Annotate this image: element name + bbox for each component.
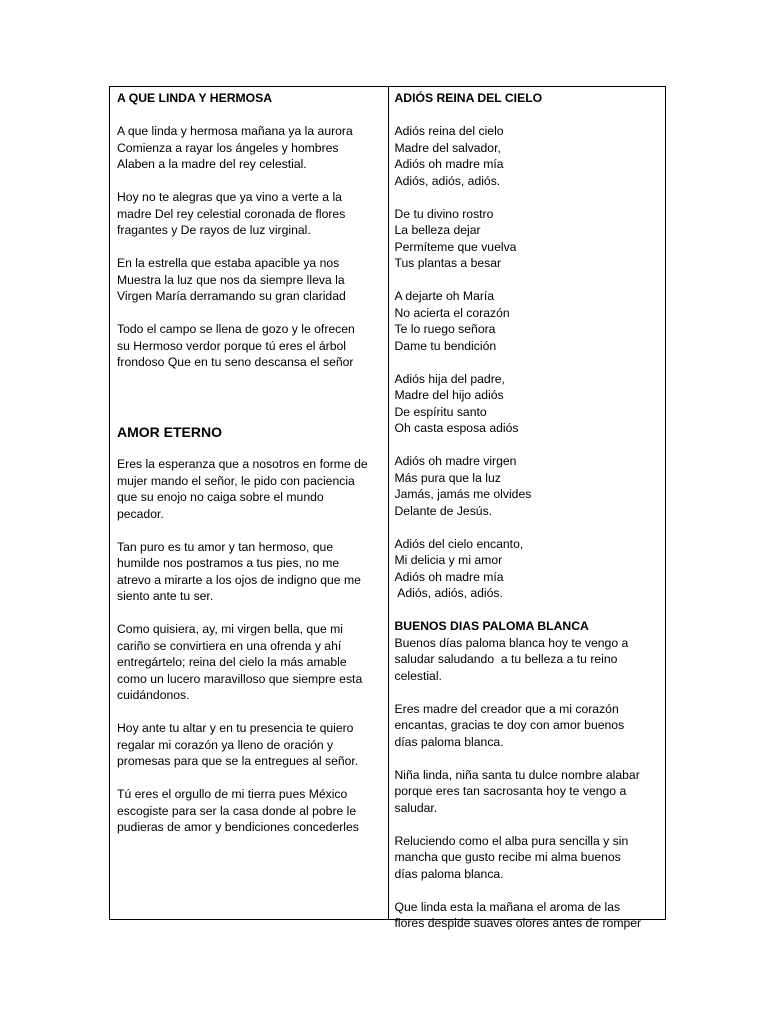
lyric-line: Adiós, adiós, adiós. <box>394 173 501 188</box>
lyric-line: Niña linda, niña santa tu dulce nombre alabar <box>394 767 640 782</box>
lyric-line: Delante de Jesús. <box>394 503 493 518</box>
lyric-line: humilde nos postramos a tus pies, no me <box>117 556 340 570</box>
lyric-line: frondoso Que en tu seno descansa el señor <box>117 355 354 369</box>
lyric-line: Adiós hija del padre, <box>394 371 505 386</box>
lyric-line: Hoy ante tu altar y en tu presencia te quiero <box>117 721 354 735</box>
stanza <box>395 767 660 817</box>
lyric-line: entregártelo; reina del cielo la más amable <box>117 655 347 669</box>
lyric-line: porque eres tan sacrosanta hoy te vengo a <box>394 784 627 798</box>
lyric-line: A dejarte oh María <box>394 289 495 303</box>
lyrics-table <box>109 86 666 930</box>
lyric-line: mancha que gusto recibe mi alma buenos <box>394 850 621 864</box>
lyric-line: cuidándonos. <box>117 688 190 702</box>
stanza <box>395 288 660 354</box>
stanza <box>395 206 660 272</box>
stanza <box>117 621 382 704</box>
lyric-line: como un lucero maravilloso que siempre esta <box>117 671 363 686</box>
lyric-line: días paloma blanca. <box>394 866 504 881</box>
stanza <box>117 539 382 605</box>
lyric-line: escogiste para ser la casa donde al pobre le <box>117 803 357 818</box>
lyric-line: madre Del rey celestial coronada de flores <box>117 206 346 221</box>
lyric-line: Madre del hijo adiós <box>394 388 504 402</box>
lyric-line: cariño se convirtiera en una ofrenda y ahí <box>117 638 342 653</box>
lyric-line: mujer mando el señor, le pido con paciencia <box>117 473 355 488</box>
lyric-line: Hoy no te alegras que ya vino a verte a la <box>117 190 342 204</box>
lyric-line: pecador. <box>117 506 164 521</box>
lyric-line: pudieras de amor y bendiciones concederles <box>117 820 359 834</box>
lyric-line: Eres madre del creador que a mi corazón <box>394 701 619 716</box>
stanza <box>117 123 382 173</box>
lyric-line: Muestra la luz que nos da siempre lleva la <box>117 272 345 287</box>
lyric-line: atrevo a mirarte a los ojos de indigno que me <box>117 572 361 587</box>
right-column <box>389 87 666 930</box>
lyric-line: regalar mi corazón ya lleno de oración y <box>117 737 334 752</box>
lyric-line: De tu divino rostro <box>394 206 494 221</box>
lyric-line: La belleza dejar <box>394 223 481 237</box>
lyric-line: Comienza a rayar los ángeles y hombres <box>117 140 339 155</box>
lyric-line: Eres la esperanza que a nosotros en forme de <box>117 457 368 471</box>
lyric-line: promesas para que se la entregues al señor. <box>117 754 359 768</box>
lyric-line: Tus plantas a besar <box>394 256 502 270</box>
stanza <box>117 255 382 305</box>
lyric-line: Adiós reina del cielo <box>394 124 504 138</box>
stanza <box>395 701 660 751</box>
song-title: A QUE LINDA Y HERMOSA <box>117 91 273 105</box>
stanza <box>395 833 660 883</box>
lyric-line: Como quisiera, ay, mi virgen bella, que mi <box>117 622 344 636</box>
stanza <box>117 720 382 770</box>
lyric-line: Te lo ruego señora <box>394 322 496 336</box>
lyric-line: Adiós, adiós, adiós. <box>394 586 503 600</box>
lyric-line: No acierta el corazón <box>394 305 510 320</box>
stanza <box>395 899 660 932</box>
lyric-line: Jamás, jamás me olvides <box>394 487 532 501</box>
song-title: BUENOS DIAS PALOMA BLANCA <box>394 619 589 633</box>
stanza <box>395 371 660 437</box>
lyric-line: saludar. <box>394 800 438 815</box>
lyric-line: Reluciendo como el alba pura sencilla y sin <box>394 833 629 848</box>
lyric-line: Virgen María derramando su gran claridad <box>117 289 346 303</box>
lyric-line: saludar saludando a tu belleza a tu reino <box>394 652 618 666</box>
lyric-line: flores despide suaves olores antes de romper <box>394 916 642 930</box>
stanza <box>395 635 660 685</box>
lyric-line: A que linda y hermosa mañana ya la aurora <box>117 124 353 138</box>
lyric-line: Más pura que la luz <box>394 470 501 485</box>
lyric-line: su Hermoso verdor porque tú eres el árbol <box>117 338 346 353</box>
song-title: AMOR ETERNO <box>117 424 222 440</box>
lyric-line: En la estrella que estaba apacible ya nos <box>117 256 340 270</box>
lyric-line: Adiós oh madre mía <box>394 569 504 584</box>
lyric-line: Oh casta esposa adiós <box>394 421 519 435</box>
lyric-line: Adiós oh madre mía <box>394 157 504 171</box>
stanza <box>117 189 382 239</box>
stanza <box>395 536 660 602</box>
left-column <box>110 87 389 919</box>
stanza <box>395 453 660 519</box>
stanza <box>395 123 660 189</box>
lyric-line: Madre del salvador, <box>394 140 501 155</box>
spacer <box>117 387 382 423</box>
lyric-line: Adiós oh madre virgen <box>394 454 517 468</box>
song-title: ADIÓS REINA DEL CIELO <box>394 91 543 105</box>
lyric-line: celestial. <box>394 668 442 683</box>
stanza <box>117 321 382 371</box>
lyric-line: siento ante tu ser. <box>117 589 214 603</box>
lyric-line: Dame tu bendición <box>394 338 497 353</box>
lyric-line: Adiós del cielo encanto, <box>394 536 524 551</box>
stanza <box>117 456 382 522</box>
lyric-line: Permíteme que vuelva <box>394 239 517 254</box>
stanza <box>117 786 382 836</box>
lyric-line: encantas, gracias te doy con amor buenos <box>394 718 625 732</box>
lyric-line: que su enojo no caiga sobre el mundo <box>117 490 324 504</box>
lyric-line: días paloma blanca. <box>394 734 504 749</box>
lyric-line: Tú eres el orgullo de mi tierra pues México <box>117 787 348 801</box>
lyric-line: Todo el campo se llena de gozo y le ofrecen <box>117 322 355 336</box>
lyric-line: De espíritu santo <box>394 404 487 419</box>
lyric-line: fragantes y De rayos de luz virginal. <box>117 223 311 237</box>
lyric-line: Que linda esta la mañana el aroma de las <box>394 899 621 914</box>
lyric-line: Buenos días paloma blanca hoy te vengo a <box>394 635 629 650</box>
lyric-line: Mi delicia y mi amor <box>394 553 503 567</box>
lyric-line: Tan puro es tu amor y tan hermoso, que <box>117 539 334 554</box>
lyric-line: Alaben a la madre del rey celestial. <box>117 157 307 171</box>
